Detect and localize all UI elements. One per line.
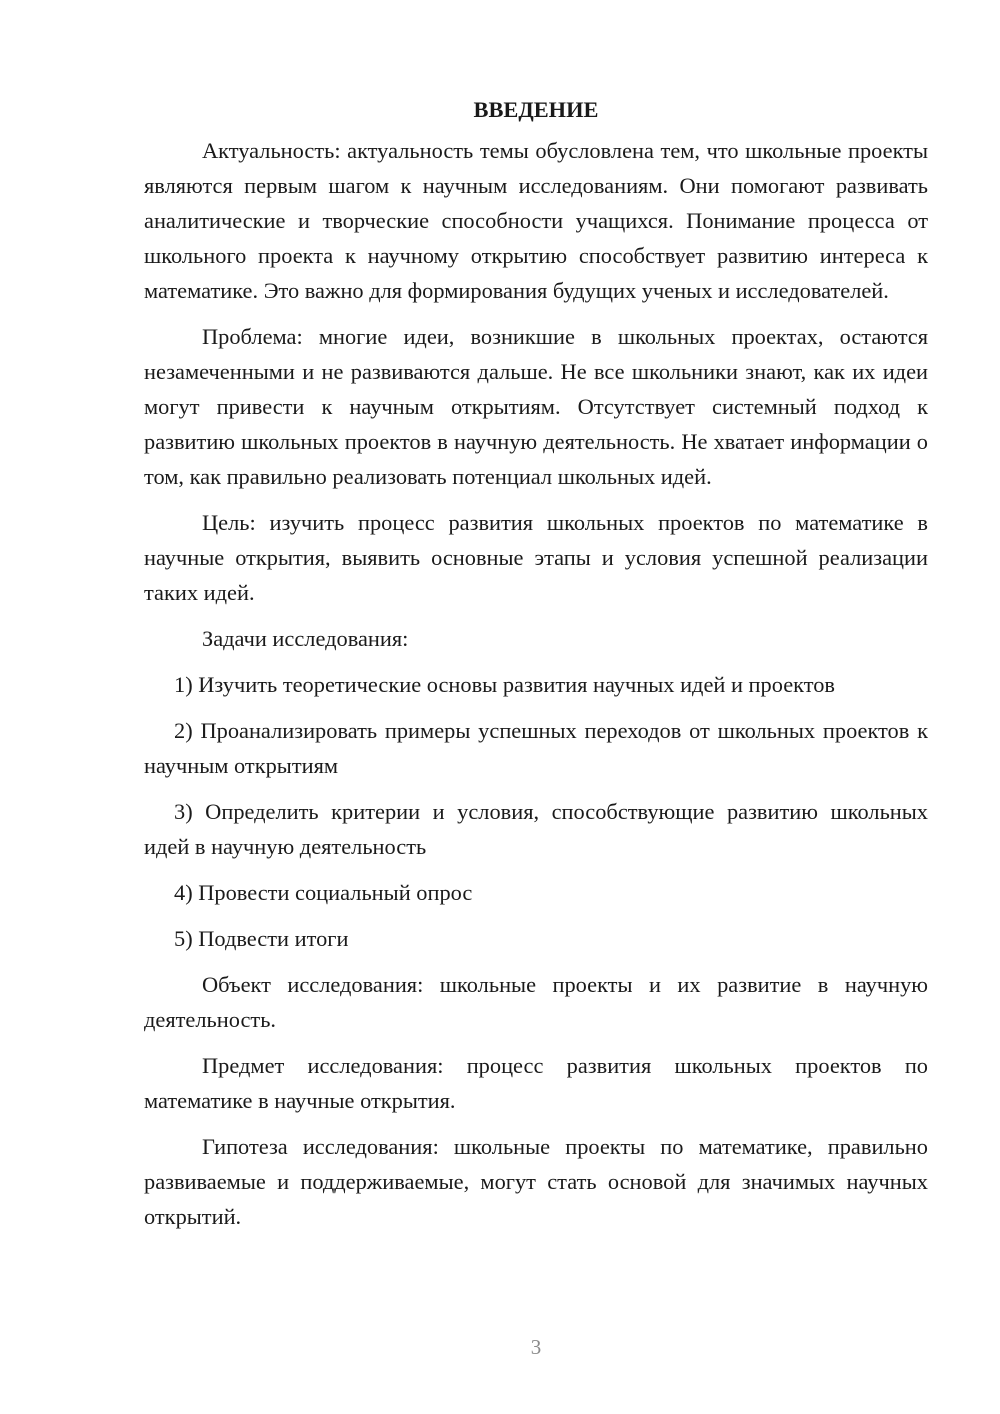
hypothesis-paragraph: Гипотеза исследования: школьные проекты по математике, правильно развиваемые и поддерживаемые, могут стать основой для значимых научных открытий. <box>144 1134 928 1229</box>
subject-paragraph: Предмет исследования: процесс развития школьных проектов по математике в научные открытия. <box>144 1053 928 1113</box>
task-item-4: 4) Провести социальный опрос <box>174 880 473 905</box>
task-item-5: 5) Подвести итоги <box>174 926 349 951</box>
object-paragraph: Объект исследования: школьные проекты и их развитие в научную деятельность. <box>144 972 928 1032</box>
tasks-heading: Задачи исследования: <box>202 626 409 651</box>
goal-paragraph: Цель: изучить процесс развития школьных проектов по математике в научные открытия, выявить основные этапы и условия успешной реализации таких идей. <box>144 510 928 605</box>
relevance-paragraph: Актуальность: актуальность темы обусловлена тем, что школьные проекты являются первым шагом к научным исследованиям. Они помогают развивать аналитические и творческие способности учащихся. Понимание процесса от школьного проекта к научному открытию способствует развитию интереса к математике. Это важно для формирования будущих ученых и исследователей. <box>144 138 928 303</box>
task-item-2: 2) Проанализировать примеры успешных переходов от школьных проектов к научным открытиям <box>144 718 928 778</box>
task-item-1: 1) Изучить теоретические основы развития научных идей и проектов <box>174 672 835 697</box>
problem-paragraph: Проблема: многие идеи, возникшие в школьных проектах, остаются незамеченными и не развиваются дальше. Не все школьники знают, как их идеи могут привести к научным открытиям. Отсутствует системный подход к развитию школьных проектов в научную деятельность. Не хватает информации о том, как правильно реализовать потенциал школьных идей. <box>144 324 928 489</box>
page-title: ВВЕДЕНИЕ <box>473 97 599 122</box>
page-content <box>144 92 928 1245</box>
page-number: 3 <box>530 1335 542 1359</box>
task-item-3: 3) Определить критерии и условия, способствующие развитию школьных идей в научную деятельность <box>144 799 928 859</box>
